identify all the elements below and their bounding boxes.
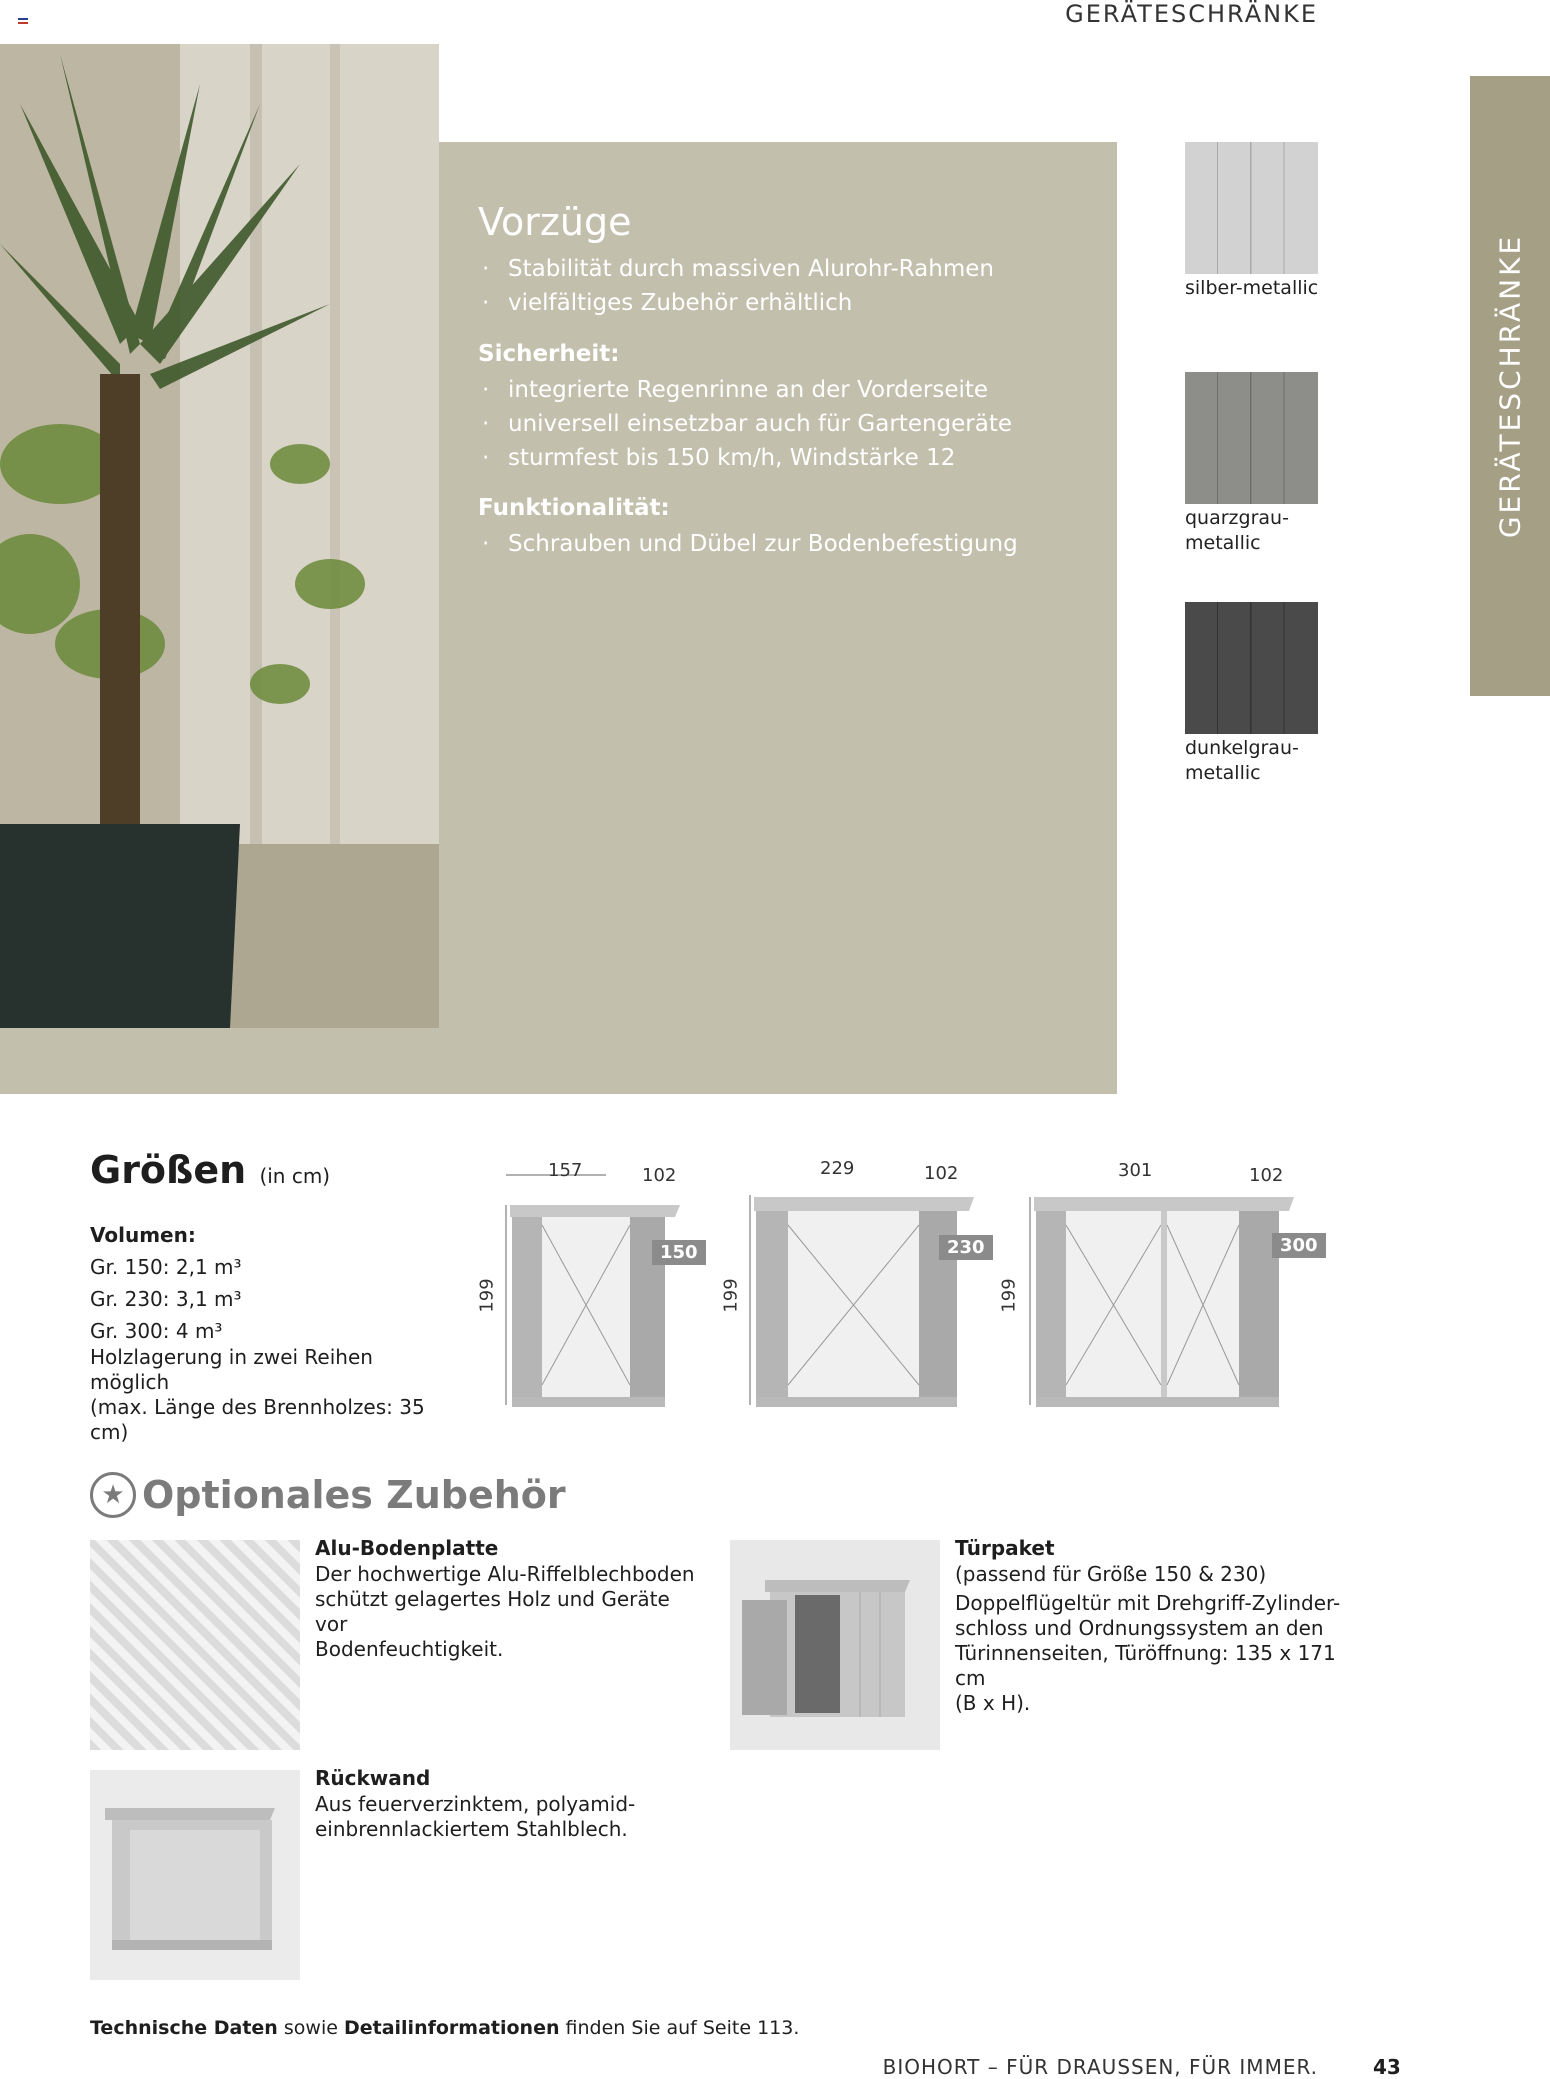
zubehoer-title: Optionales Zubehör [142, 1473, 566, 1517]
accessory-description [955, 1562, 1355, 1716]
size-drawing-150 [470, 1160, 700, 1415]
alu-bodenplatte-image [90, 1540, 300, 1750]
size-drawing-300 [998, 1160, 1324, 1415]
description-line: Doppelflügeltür mit Drehgriff-Zylinder- [955, 1591, 1341, 1615]
size-badge: 230 [939, 1235, 993, 1260]
volumen-block [90, 1219, 242, 1347]
footer-note-bold: Technische Daten [90, 2017, 278, 2039]
dim-width: 229 [820, 1158, 855, 1179]
list-item: · universell einsetzbar auch für Gartengeräte [478, 407, 1012, 441]
sicherheit-list [478, 373, 1012, 475]
swatch-label-line: metallic [1185, 532, 1261, 554]
footer-note [90, 2017, 799, 2039]
dim-depth: 102 [642, 1165, 677, 1186]
shed-drawing-icon [714, 1165, 994, 1415]
footer-brand: BIOHORT – FÜR DRAUSSEN, FÜR IMMER. [882, 2055, 1318, 2079]
dim-height: 199 [476, 1278, 498, 1313]
brand-mark-icon [18, 18, 28, 26]
list-item: · Stabilität durch massiven Alurohr-Rahmen [478, 252, 994, 286]
swatch-label [1185, 736, 1299, 786]
description-line: schloss und Ordnungssystem an den [955, 1616, 1324, 1640]
funktion-title: Funktionalität: [478, 495, 670, 521]
volumen-label: Volumen: [90, 1223, 196, 1247]
rueckwand-image [90, 1770, 300, 1980]
star-icon: ★ [90, 1472, 136, 1518]
list-item: · Schrauben und Dübel zur Bodenbefestigung [478, 527, 1018, 561]
funktion-list [478, 527, 1018, 561]
section-header: GERÄTESCHRÄNKE [1065, 0, 1318, 28]
swatch-label-line: dunkelgrau- [1185, 737, 1299, 759]
groessen-title-text: Größen [90, 1148, 247, 1192]
vorzuege-list [478, 252, 994, 320]
holz-note-line: (max. Länge des Brennholzes: 35 cm) [90, 1395, 425, 1444]
accessory-description [315, 1562, 695, 1662]
swatch-label-line: quarzgrau- [1185, 507, 1289, 529]
description-line: Aus feuerverzinktem, polyamid- [315, 1792, 636, 1816]
swatch-label [1185, 506, 1289, 556]
footer-note-text: finden Sie auf Seite 113. [559, 2017, 800, 2039]
footer-note-bold: Detailinformationen [343, 2017, 560, 2039]
description-line: Türinnenseiten, Türöffnung: 135 x 171 cm [955, 1641, 1336, 1690]
vorzuege-title: Vorzüge [478, 200, 632, 244]
accessory-tuerpaket [955, 1536, 1355, 1716]
volume-value: Gr. 230: 3,1 m³ [90, 1287, 242, 1311]
list-item: · integrierte Regenrinne an der Vorderseite [478, 373, 1012, 407]
dim-depth: 102 [924, 1163, 959, 1184]
swatch-label: silber-metallic [1185, 277, 1319, 299]
holz-note [90, 1345, 450, 1445]
groessen-unit: (in cm) [259, 1164, 331, 1188]
side-tab-label: GERÄTESCHRÄNKE [1493, 233, 1527, 539]
size-drawing-230 [714, 1158, 994, 1415]
dim-width: 157 [548, 1160, 583, 1181]
dim-height: 199 [720, 1278, 742, 1313]
footer-note-text: sowie [277, 2017, 344, 2039]
volume-value: Gr. 300: 4 m³ [90, 1319, 223, 1343]
accessory-name: Alu-Bodenplatte [315, 1536, 499, 1560]
accessory-description [315, 1792, 695, 1842]
size-badge: 300 [1272, 1233, 1326, 1258]
tuerpaket-image [730, 1540, 940, 1750]
description-line: (B x H). [955, 1691, 1031, 1715]
accessory-name: Türpaket [955, 1536, 1055, 1560]
groessen-title [90, 1148, 330, 1192]
hero-photo [0, 44, 439, 1028]
color-swatch-quartzgrey[interactable] [1185, 372, 1318, 504]
page-number: 43 [1373, 2055, 1401, 2079]
description-line: einbrennlackiertem Stahlblech. [315, 1817, 628, 1841]
shed-drawing-icon [470, 1165, 700, 1415]
shed-door-illustration [730, 1540, 940, 1750]
list-item: · vielfältiges Zubehör erhältlich [478, 286, 994, 320]
volume-value: Gr. 150: 2,1 m³ [90, 1255, 242, 1279]
dim-depth: 102 [1249, 1165, 1284, 1186]
shed-drawing-icon [1004, 1165, 1324, 1415]
accessory-name: Rückwand [315, 1766, 431, 1790]
accessory-rueckwand [315, 1766, 695, 1842]
side-section-tab[interactable] [1470, 76, 1550, 696]
sicherheit-title: Sicherheit: [478, 341, 620, 367]
palm-plant-illustration [0, 44, 439, 1028]
size-badge: 150 [652, 1240, 706, 1265]
description-line: schützt gelagertes Holz und Geräte vor [315, 1587, 670, 1636]
swatch-label-line: metallic [1185, 762, 1261, 784]
back-wall-illustration [90, 1770, 300, 1980]
color-swatch-silver[interactable] [1185, 142, 1318, 274]
accessory-alu-bodenplatte [315, 1536, 695, 1662]
list-item: · sturmfest bis 150 km/h, Windstärke 12 [478, 441, 1012, 475]
description-line: (passend für Größe 150 & 230) [955, 1562, 1267, 1586]
dim-height: 199 [998, 1278, 1020, 1313]
dim-width: 301 [1118, 1160, 1153, 1181]
holz-note-line: Holzlagerung in zwei Reihen möglich [90, 1345, 373, 1394]
description-line: Der hochwertige Alu-Riffelblechboden [315, 1562, 695, 1586]
description-line: Bodenfeuchtigkeit. [315, 1637, 504, 1661]
features-panel-base [0, 1028, 1117, 1094]
color-swatch-darkgrey[interactable] [1185, 602, 1318, 734]
